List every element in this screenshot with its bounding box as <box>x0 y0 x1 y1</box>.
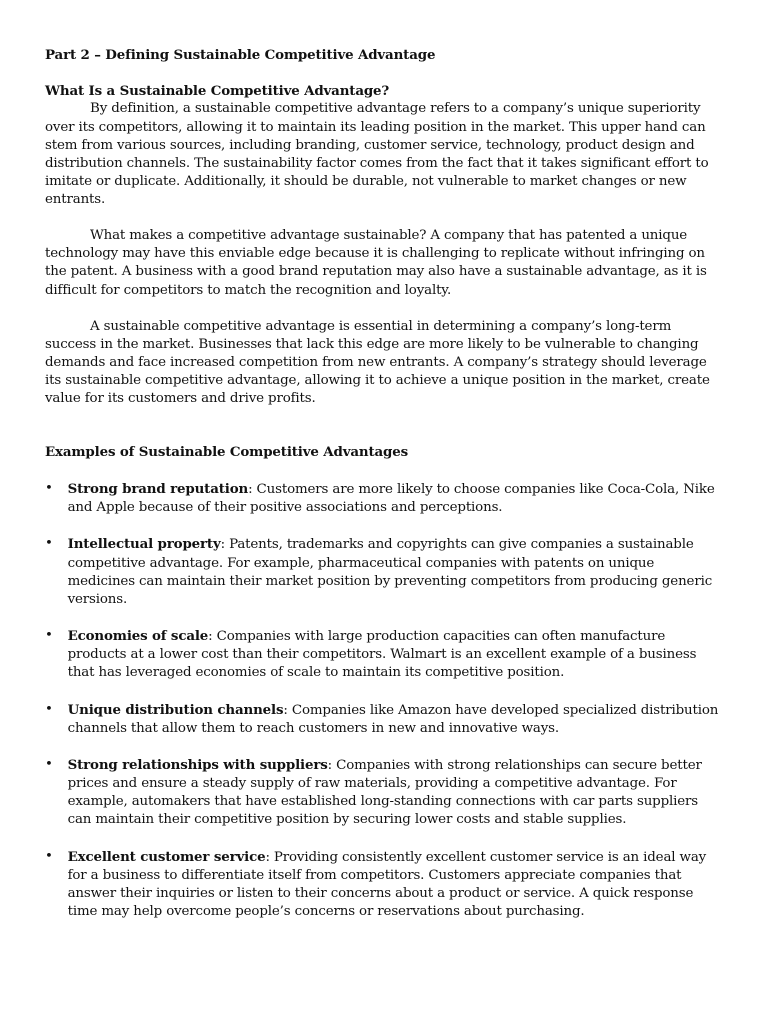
example-term: Economies of scale <box>67 628 209 645</box>
example-text: : Patents, trademarks and copyrights can give companies a sustainable competitive advantage. For example, pharmaceutical companies with patents on unique medicines can maintain their market position by preventing competitors from producing generic versions. <box>67 537 713 607</box>
paragraph-importance: A sustainable competitive advantage is essential in determining a company’s long-term success in the market. Businesses that lack this edge are more likely to be vulnerable to changing demands and face increased competition from new entrants. A company’s strategy should leverage its sustainable competitive advantage, allowing it to achieve a unique position in the market, create value for its customers and drive profits. <box>45 318 710 407</box>
example-term: Strong brand reputation <box>67 480 249 497</box>
bullet-icon: • <box>45 757 53 773</box>
paragraph-what-makes-sustainable: What makes a competitive advantage sustainable? A company that has patented a unique technology may have this enviable edge because it is challenging to replicate without infringing on the patent. A business with a good brand reputation may also have a sustainable advantage, as it is difficult for competitors to match the recognition and loyalty. <box>45 228 707 298</box>
examples-heading: Examples of Sustainable Competitive Advantages <box>45 444 408 461</box>
list-item <box>45 848 722 921</box>
paragraph-definition: By definition, a sustainable competitive advantage refers to a company’s unique superiority over its competitors, allowing it to maintain its leading position in the market. This upper hand can stem from various sources, including branding, customer service, technology, product design and distribution channels. The sustainability factor comes from the fact that it takes significant effort to imitate or duplicate. Additionally, it should be durable, not vulnerable to market changes or new entrants. <box>45 101 709 207</box>
example-term: Intellectual property <box>67 536 221 553</box>
bullet-icon: • <box>45 628 53 644</box>
bullet-icon: • <box>45 848 53 864</box>
part-title: Part 2 – Defining Sustainable Competitive Advantage <box>45 47 436 63</box>
example-text: : Companies like Amazon have developed specialized distribution channels that allow them to reach customers in new and innovative ways. <box>67 702 719 736</box>
bullet-icon: • <box>45 701 53 717</box>
example-text: : Providing consistently excellent customer service is an ideal way for a business to differentiate itself from competitors. Customers appreciate companies that answer their inquiries or listen to their concerns about a product or service. A quick response time may help overcome people’s concerns or reservations about purchasing. <box>67 849 707 920</box>
list-item <box>45 535 722 608</box>
list-item <box>45 756 722 829</box>
example-text: : Customers are more likely to choose companies like Coca-Cola, Nike and Apple because of their positive associations and perceptions. <box>67 481 715 516</box>
list-item <box>45 701 722 738</box>
list-item <box>45 480 722 517</box>
example-text: : Companies with large production capacities can often manufacture products at a lower cost than their competitors. Walmart is an excellent example of a business that has leveraged economies of scale to maintain its competitive position. <box>67 629 697 681</box>
bullet-icon: • <box>45 480 53 496</box>
example-term: Unique distribution channels <box>67 701 284 718</box>
section-heading: What Is a Sustainable Competitive Advantage? <box>45 83 390 100</box>
example-text: : Companies with strong relationships can secure better prices and ensure a steady supply of raw materials, providing a competitive advantage. For example, automakers that have established long-standing connections with car parts suppliers can maintain their competitive position by securing lower costs and stable supplies. <box>67 758 702 828</box>
bullet-icon: • <box>45 536 53 552</box>
example-term: Excellent customer service <box>67 848 266 865</box>
list-item <box>45 627 722 682</box>
examples-list <box>45 480 722 921</box>
example-term: Strong relationships with suppliers <box>67 757 328 774</box>
